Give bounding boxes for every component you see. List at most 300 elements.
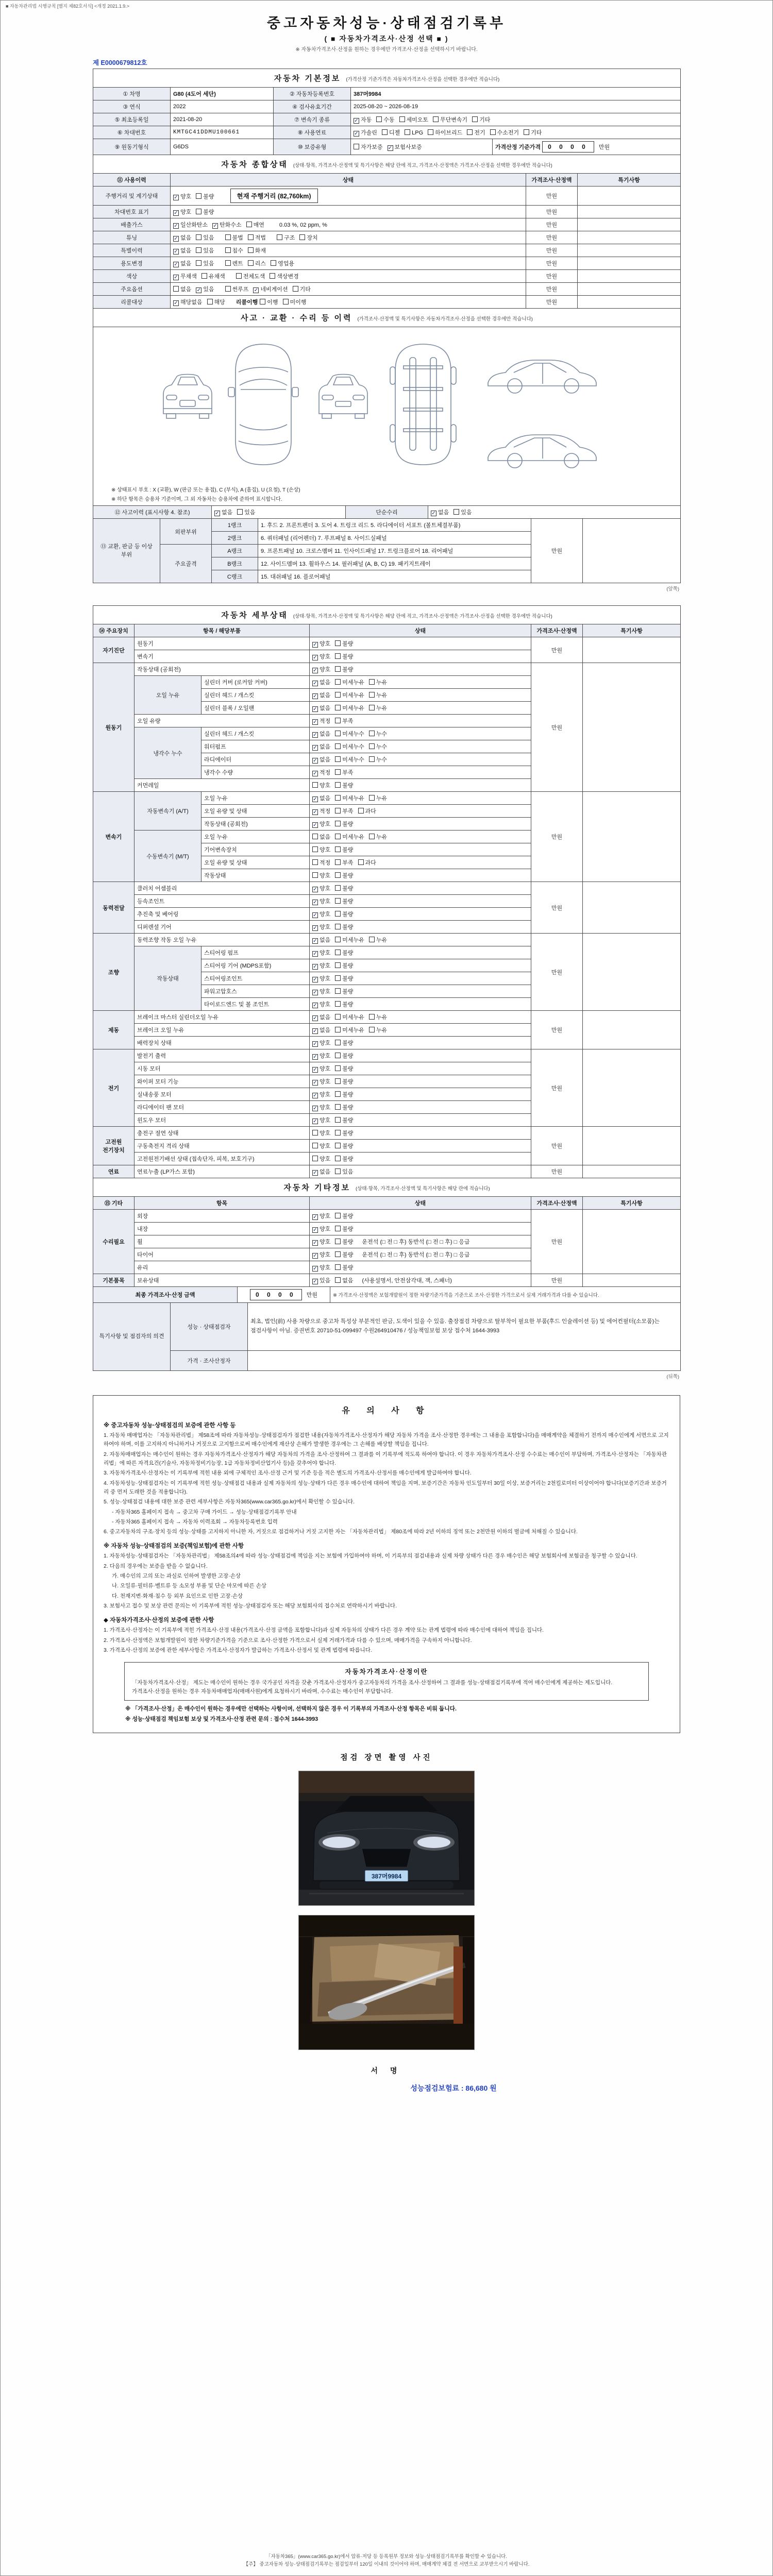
checkbox-양호[interactable]: ✓ xyxy=(313,1041,317,1047)
item-label: 동력조향 작동 오일 누유 xyxy=(135,934,310,946)
checkbox-option xyxy=(237,508,255,516)
checkbox-option xyxy=(312,910,330,918)
checkbox-미세누유[interactable] xyxy=(335,937,341,942)
checkbox-탄화수소[interactable]: ✓ xyxy=(213,223,217,229)
item-state xyxy=(310,1088,531,1101)
checkbox-불량[interactable] xyxy=(335,872,341,878)
checkbox-option xyxy=(369,730,387,738)
checkbox-option xyxy=(369,1013,387,1021)
checkbox-있음[interactable] xyxy=(196,247,201,253)
checkbox-미세누유[interactable] xyxy=(335,834,341,839)
checkbox-디젤[interactable] xyxy=(382,129,388,135)
checkbox-label: 불량 xyxy=(342,1066,354,1072)
checkbox-option xyxy=(335,1026,364,1034)
fuel-type-options xyxy=(351,126,681,139)
checkbox-가솔린[interactable]: ✓ xyxy=(354,131,359,137)
checkbox-불법[interactable] xyxy=(225,234,231,240)
checkbox-이행[interactable] xyxy=(260,299,265,304)
checkbox-option xyxy=(335,1052,353,1060)
checkbox-양호[interactable]: ✓ xyxy=(313,925,317,931)
checkbox-없음[interactable]: ✓ xyxy=(313,1015,317,1021)
checkbox-양호[interactable]: ✓ xyxy=(313,990,317,995)
checkbox-option xyxy=(335,1039,353,1047)
remark xyxy=(583,882,681,934)
checkbox-label: 있음 xyxy=(203,235,214,241)
item-state xyxy=(310,831,531,843)
engine-type-label: ⑨ 원동기형식 xyxy=(93,139,171,155)
document-subnote: ※ 자동차가격조사·산정을 원하는 경우에만 가격조사·산정을 선택하시기 바랍니다. xyxy=(295,47,478,53)
checkbox-label: 없음 xyxy=(320,680,331,686)
checkbox-불량[interactable] xyxy=(335,1156,341,1161)
option-group xyxy=(173,208,219,216)
checkbox-적정[interactable]: ✓ xyxy=(313,809,317,815)
photo-underbody-graphic xyxy=(299,1916,474,2049)
notice-line: 2. 자동차매매업자는 매수인이 원하는 경우 자동차가격조사·산정자가 해당 자동차의 가격을 조사·산정하여 그 결과를 이 기록부에 적도록 하여야 합니다. 이 경우 자동차가격조사·산정 수수료는 매수인이 부담하며, 가격조사·산정자는 「자동차관리법」에 따른 자격요건(기술사, 자동차정비기능장, 1급 자동차정비산업기사 등)을 갖추어야 합니다. xyxy=(104,1451,667,1466)
checkbox-양호[interactable] xyxy=(312,872,318,878)
checkbox-option xyxy=(312,1212,330,1220)
checkbox-일산화탄소[interactable]: ✓ xyxy=(174,223,178,229)
item-state xyxy=(310,1235,531,1248)
checkbox-불량[interactable] xyxy=(335,653,341,659)
checkbox-양호[interactable]: ✓ xyxy=(313,1106,317,1111)
checkbox-양호[interactable]: ✓ xyxy=(174,195,178,200)
checkbox-label: 수소전기 xyxy=(497,130,519,136)
checkbox-option xyxy=(312,678,330,686)
checkbox-option xyxy=(335,807,353,815)
checkbox-세미오토[interactable] xyxy=(399,116,405,122)
checkbox-불량[interactable] xyxy=(335,962,341,968)
checkbox-적정[interactable] xyxy=(312,859,318,865)
checkbox-기타[interactable] xyxy=(293,286,298,292)
checkbox-없음[interactable]: ✓ xyxy=(313,938,317,944)
final-price-note: ※ 가격조사·산정액은 보험개발원이 정한 차량기준가격을 기준으로 조사·산정한 가격으로서 실제 거래가격과 다를 수 있습니다. xyxy=(330,1287,681,1303)
checkbox-누유[interactable] xyxy=(369,937,375,942)
item-label: 윈도우 모터 xyxy=(135,1114,310,1127)
checkbox-양호[interactable]: ✓ xyxy=(313,951,317,957)
checkbox-있음[interactable] xyxy=(196,234,201,240)
price-amount: 만원 xyxy=(526,218,578,231)
checkbox-있음[interactable] xyxy=(196,260,201,266)
checkbox-리스[interactable] xyxy=(248,260,254,266)
rank-items: 12. 사이드멤버 13. 휠하우스 14. 필러패널 (A, B, C) 19. 패키지트레이 xyxy=(258,557,531,570)
price-amount: 만원 xyxy=(526,231,578,244)
checkbox-양호[interactable]: ✓ xyxy=(313,1253,317,1259)
checkbox-label: 구조 xyxy=(284,235,295,241)
checkbox-option xyxy=(335,704,364,712)
warranty-type-label: ⑩ 보증유형 xyxy=(274,139,351,155)
overall-condition-table xyxy=(93,155,681,309)
item-state xyxy=(310,1165,531,1178)
price-amount: 만원 xyxy=(531,792,583,882)
checkbox-없음[interactable]: ✓ xyxy=(174,249,178,255)
checkbox-없음[interactable]: ✓ xyxy=(313,693,317,699)
checkbox-label: 양호 xyxy=(320,783,331,789)
checkbox-label: 매연 xyxy=(253,222,264,228)
checkbox-option xyxy=(173,192,191,200)
notice-line: 3. 자동차가격조사·산정자는 이 기록부에 적힌 내용 외에 구체적인 조사·산정 근거 및 기준 등을 적은 별도의 가격조사·산정서를 매수인에게 발급하여야 합니다. xyxy=(104,1470,472,1477)
checkbox-하이브리드[interactable] xyxy=(428,129,433,135)
checkbox-양호[interactable]: ✓ xyxy=(313,822,317,828)
checkbox-누유[interactable] xyxy=(369,692,375,698)
checkbox-LPG[interactable] xyxy=(405,129,410,135)
checkbox-label: 없음 xyxy=(180,286,192,293)
checkbox-누유[interactable] xyxy=(369,1027,375,1032)
checkbox-label: 없음 xyxy=(320,757,331,763)
checkbox-option xyxy=(196,259,214,267)
checkbox-label: 영업용 xyxy=(278,261,294,267)
checkbox-option xyxy=(312,807,330,815)
rank-items: 9. 프론트패널 10. 크로스멤버 11. 인사이드패널 17. 트렁크플로어 18. 리어패널 xyxy=(258,545,531,557)
checkbox-적정[interactable]: ✓ xyxy=(313,771,317,776)
checkbox-label: 수동 xyxy=(383,117,395,123)
checkbox-불량[interactable] xyxy=(335,1053,341,1058)
checkbox-option xyxy=(335,884,353,892)
checkbox-양호[interactable]: ✓ xyxy=(313,1214,317,1220)
checkbox-label: 없음 xyxy=(320,1014,331,1021)
checkbox-적법[interactable] xyxy=(248,234,254,240)
checkbox-option xyxy=(335,845,353,854)
detail-col-price: 가격조사·산정액 xyxy=(531,624,583,637)
checkbox-불량[interactable] xyxy=(335,898,341,904)
detail-col-remark: 특기사항 xyxy=(583,624,681,637)
checkbox-미이행[interactable] xyxy=(283,299,289,304)
remark xyxy=(578,244,681,257)
checkbox-누유[interactable] xyxy=(369,795,375,801)
checkbox-없음[interactable] xyxy=(335,1277,341,1283)
item-label: 커먼레일 xyxy=(135,779,310,792)
checkbox-수소전기[interactable] xyxy=(490,129,496,135)
checkbox-양호[interactable]: ✓ xyxy=(313,1266,317,1272)
checkbox-침수[interactable] xyxy=(225,247,231,253)
checkbox-option xyxy=(335,1000,353,1008)
item-state xyxy=(310,1274,531,1287)
option-group xyxy=(173,285,219,293)
simple-repair-label: 단순수리 xyxy=(346,506,428,519)
checkbox-option xyxy=(388,143,422,151)
first-registration-label: ⑤ 최초등록일 xyxy=(93,113,171,126)
checkbox-label: 양호 xyxy=(320,1143,331,1149)
checkbox-양호[interactable]: ✓ xyxy=(313,642,317,648)
checkbox-불량[interactable] xyxy=(335,782,341,788)
checkbox-없음[interactable]: ✓ xyxy=(313,745,317,751)
checkbox-누유[interactable] xyxy=(369,1014,375,1020)
item-state xyxy=(310,818,531,831)
checkbox-양호[interactable] xyxy=(312,782,318,788)
other-col-state: 상태 xyxy=(310,1197,531,1210)
option-group xyxy=(173,298,230,306)
checkbox-없음[interactable]: ✓ xyxy=(313,706,317,712)
checkbox-label: 양호 xyxy=(320,1053,331,1059)
checkbox-양호[interactable]: ✓ xyxy=(313,668,317,673)
checkbox-불량[interactable] xyxy=(335,1251,341,1257)
remark xyxy=(583,1011,681,1049)
checkbox-없음[interactable]: ✓ xyxy=(313,1170,317,1176)
checkbox-불량[interactable] xyxy=(335,924,341,929)
checkbox-불량[interactable] xyxy=(335,1040,341,1045)
checkbox-불량[interactable] xyxy=(335,1213,341,1218)
item-state xyxy=(310,689,531,702)
checkbox-있음[interactable]: ✓ xyxy=(313,1279,317,1284)
checkbox-양호[interactable]: ✓ xyxy=(313,1240,317,1246)
checkbox-누유[interactable] xyxy=(369,834,375,839)
checkbox-부족[interactable] xyxy=(335,808,341,814)
checkbox-label: 미세누유 xyxy=(342,795,364,802)
checkbox-있음[interactable]: ✓ xyxy=(196,287,201,293)
checkbox-미세누유[interactable] xyxy=(335,705,341,710)
checkbox-양호[interactable] xyxy=(312,1143,318,1148)
checkbox-양호[interactable]: ✓ xyxy=(313,1003,317,1008)
checkbox-없음[interactable]: ✓ xyxy=(174,236,178,242)
checkbox-기타[interactable] xyxy=(472,116,478,122)
checkbox-양호[interactable]: ✓ xyxy=(313,1054,317,1060)
checkbox-option xyxy=(312,1167,330,1176)
checkbox-label: 일산화탄소 xyxy=(180,222,208,228)
checkbox-미세누유[interactable] xyxy=(335,679,341,685)
checkbox-없음[interactable] xyxy=(312,834,318,839)
item-state xyxy=(310,1248,531,1261)
price-amount: 만원 xyxy=(531,1127,583,1165)
exchange-rank-table xyxy=(93,518,681,583)
item-state xyxy=(310,1153,531,1165)
checkbox-렌트[interactable] xyxy=(225,260,231,266)
checkbox-미세누유[interactable] xyxy=(335,1014,341,1020)
checkbox-불량[interactable] xyxy=(335,1130,341,1136)
checkbox-불량[interactable] xyxy=(335,1226,341,1231)
sub-group-label: 작동상태 xyxy=(135,946,201,1011)
checkbox-없음[interactable]: ✓ xyxy=(313,796,317,802)
checkbox-label: 누유 xyxy=(376,937,388,943)
accident-flags-table xyxy=(93,505,681,519)
checkbox-불량[interactable] xyxy=(335,1117,341,1123)
checkbox-양호[interactable]: ✓ xyxy=(313,1118,317,1124)
checkbox-자동[interactable]: ✓ xyxy=(354,118,359,124)
checkbox-영업용[interactable] xyxy=(271,260,276,266)
notice-line: 5. 성능·상태점검 내용에 대한 보증 관련 세부사항은 자동차365(www.car365.go.kr)에서 확인할 수 있습니다. xyxy=(104,1499,355,1505)
checkbox-label: 없음 xyxy=(320,692,331,699)
checkbox-누수[interactable] xyxy=(369,756,375,762)
checkbox-미세누수[interactable] xyxy=(335,731,341,736)
checkbox-미세누유[interactable] xyxy=(335,1027,341,1032)
checkbox-불량[interactable] xyxy=(335,1239,341,1244)
item-label: 실린더 블록 / 오일팬 xyxy=(201,702,310,715)
appraiser-opinion-text xyxy=(248,1351,681,1371)
checkbox-미세누유[interactable] xyxy=(335,692,341,698)
checkbox-누유[interactable] xyxy=(369,705,375,710)
remark xyxy=(578,257,681,270)
checkbox-부족[interactable] xyxy=(335,718,341,723)
checkbox-label: 양호 xyxy=(320,1239,331,1245)
device-label: 고전원 전기장치 xyxy=(93,1127,135,1165)
checkbox-해당[interactable] xyxy=(207,299,213,304)
checkbox-불량[interactable] xyxy=(335,846,341,852)
checkbox-자가보증[interactable] xyxy=(354,144,359,149)
checkbox-구조[interactable] xyxy=(277,234,282,240)
checkbox-양호[interactable]: ✓ xyxy=(313,1093,317,1098)
checkbox-무단변속기[interactable] xyxy=(433,116,439,122)
item-label: 라디에이터 xyxy=(201,753,310,766)
checkbox-label: 양호 xyxy=(320,1092,331,1098)
checkbox-썬루프[interactable] xyxy=(225,286,231,292)
checkbox-option xyxy=(335,1250,353,1259)
checkbox-불량[interactable] xyxy=(335,821,341,826)
checkbox-적정[interactable]: ✓ xyxy=(313,719,317,725)
overall-row xyxy=(93,206,681,218)
checkbox-불량[interactable] xyxy=(335,975,341,981)
checkbox-없음[interactable]: ✓ xyxy=(313,1028,317,1034)
checkbox-누유[interactable] xyxy=(369,679,375,685)
checkbox-label: 기타 xyxy=(299,286,311,293)
checkbox-불량[interactable] xyxy=(335,885,341,891)
item-state xyxy=(310,766,531,779)
notice-sections xyxy=(104,1421,669,1655)
checkbox-없음[interactable]: ✓ xyxy=(431,511,436,516)
checkbox-불량[interactable] xyxy=(335,950,341,955)
checkbox-양호[interactable]: ✓ xyxy=(313,900,317,905)
checkbox-양호[interactable] xyxy=(312,846,318,852)
checkbox-과다[interactable] xyxy=(358,859,364,865)
checkbox-label: 장치 xyxy=(307,235,318,241)
detail-col-item: 항목 / 해당부품 xyxy=(135,624,310,637)
checkbox-미세누수[interactable] xyxy=(335,756,341,762)
checkbox-불량[interactable] xyxy=(335,1104,341,1110)
overall-state xyxy=(171,270,526,283)
checkbox-option xyxy=(299,233,317,242)
checkbox-label: 부족 xyxy=(342,718,354,724)
checkbox-수동[interactable] xyxy=(376,116,382,122)
device-row xyxy=(93,1049,681,1062)
checkbox-없음[interactable]: ✓ xyxy=(313,732,317,738)
checkbox-미세누수[interactable] xyxy=(335,743,341,749)
checkbox-불량[interactable] xyxy=(335,1065,341,1071)
checkbox-option xyxy=(335,1155,353,1163)
checkbox-option xyxy=(312,884,330,892)
item-label: 실내송풍 모터 xyxy=(135,1088,310,1101)
checkbox-option xyxy=(312,1116,330,1124)
checkbox-불량[interactable] xyxy=(196,209,201,214)
checkbox-label: 불량 xyxy=(342,641,354,647)
checkbox-label: 불량 xyxy=(342,1252,354,1258)
checkbox-option xyxy=(312,961,330,970)
checkbox-option xyxy=(335,936,364,944)
checkbox-기타[interactable] xyxy=(524,129,529,135)
overall-col-item: ⑪ 사용이력 xyxy=(93,174,171,187)
item-label: 오일 누유 xyxy=(201,792,310,805)
checkbox-option xyxy=(225,259,243,267)
checkbox-option xyxy=(335,742,364,751)
checkbox-없음[interactable]: ✓ xyxy=(215,511,220,516)
checkbox-불량[interactable] xyxy=(335,988,341,994)
option-group xyxy=(277,233,323,242)
checkbox-있음[interactable] xyxy=(453,509,459,515)
checkbox-부족[interactable] xyxy=(335,769,341,775)
detail-header-row xyxy=(93,624,681,637)
checkbox-양호[interactable]: ✓ xyxy=(174,210,178,216)
checkbox-누수[interactable] xyxy=(369,731,375,736)
checkbox-유채색[interactable] xyxy=(201,273,207,279)
checkbox-양호[interactable]: ✓ xyxy=(313,1227,317,1233)
car-damage-diagram xyxy=(150,329,624,484)
checkbox-불량[interactable] xyxy=(335,1264,341,1270)
other-col-remark: 특기사항 xyxy=(583,1197,681,1210)
checkbox-양호[interactable]: ✓ xyxy=(313,964,317,970)
checkbox-없음[interactable]: ✓ xyxy=(174,262,178,267)
checkbox-전체도색[interactable] xyxy=(236,273,242,279)
checkbox-있음[interactable] xyxy=(237,509,243,515)
checkbox-불량[interactable] xyxy=(335,1143,341,1148)
checkbox-label: 없음 xyxy=(180,248,192,254)
checkbox-불량[interactable] xyxy=(335,1091,341,1097)
checkbox-장치[interactable] xyxy=(299,234,305,240)
opinion-label: 특기사항 및 점검자의 의견 xyxy=(93,1303,171,1371)
checkbox-양호[interactable] xyxy=(312,1156,318,1161)
checkbox-label: 양호 xyxy=(320,1105,331,1111)
checkbox-네비게이션[interactable]: ✓ xyxy=(254,287,259,293)
checkbox-없음[interactable]: ✓ xyxy=(313,681,317,686)
checkbox-불량[interactable] xyxy=(196,193,201,199)
checkbox-화재[interactable] xyxy=(248,247,254,253)
remark xyxy=(583,792,681,882)
checkbox-option xyxy=(335,1212,353,1220)
checkbox-해당없음[interactable]: ✓ xyxy=(174,300,178,306)
checkbox-과다[interactable] xyxy=(358,808,364,814)
checkbox-양호[interactable] xyxy=(312,1130,318,1136)
checkbox-label: 없음 xyxy=(342,1278,354,1284)
final-price-unit: 만원 xyxy=(306,1292,318,1298)
checkbox-불량[interactable] xyxy=(335,1078,341,1084)
checkbox-양호[interactable]: ✓ xyxy=(313,887,317,892)
checkbox-label: 양호 xyxy=(320,1130,331,1137)
checkbox-있음[interactable] xyxy=(335,1168,341,1174)
checkbox-label: 양호 xyxy=(320,821,331,827)
other-col-price: 가격조사·산정액 xyxy=(531,1197,583,1210)
checkbox-전기[interactable] xyxy=(467,129,473,135)
checkbox-option xyxy=(335,678,364,686)
checkbox-누수[interactable] xyxy=(369,743,375,749)
checkbox-양호[interactable]: ✓ xyxy=(313,1067,317,1073)
item-state xyxy=(310,998,531,1011)
checkbox-불량[interactable] xyxy=(335,666,341,672)
checkbox-없음[interactable] xyxy=(173,286,179,292)
price-amount: 만원 xyxy=(531,1011,583,1049)
checkbox-없음[interactable]: ✓ xyxy=(313,758,317,764)
checkbox-매연[interactable] xyxy=(246,222,252,227)
checkbox-양호[interactable]: ✓ xyxy=(313,912,317,918)
checkbox-불량[interactable] xyxy=(335,911,341,917)
checkbox-보험사보증[interactable]: ✓ xyxy=(388,145,393,151)
checkbox-label: 미세누수 xyxy=(342,731,364,737)
checkbox-미세누유[interactable] xyxy=(335,795,341,801)
checkbox-option xyxy=(524,128,542,137)
item-label: 오일 유량 및 상태 xyxy=(201,805,310,818)
device-label: 기본품목 xyxy=(93,1274,135,1287)
checkbox-불량[interactable] xyxy=(335,1001,341,1007)
checkbox-색상변경[interactable] xyxy=(270,273,275,279)
checkbox-양호[interactable]: ✓ xyxy=(313,1080,317,1086)
checkbox-부족[interactable] xyxy=(335,859,341,865)
checkbox-불량[interactable] xyxy=(335,640,341,646)
checkbox-option xyxy=(312,1238,330,1246)
checkbox-양호[interactable]: ✓ xyxy=(313,977,317,982)
checkbox-무채색[interactable]: ✓ xyxy=(174,275,178,280)
checkbox-option xyxy=(405,129,423,136)
checkbox-label: 미세누유 xyxy=(342,1027,364,1033)
remark xyxy=(578,270,681,283)
checkbox-option xyxy=(358,807,376,815)
inspection-photo-front xyxy=(298,1771,475,1906)
price-amount: 만원 xyxy=(526,244,578,257)
price-amount: 만원 xyxy=(526,187,578,206)
checkbox-양호[interactable]: ✓ xyxy=(313,655,317,660)
